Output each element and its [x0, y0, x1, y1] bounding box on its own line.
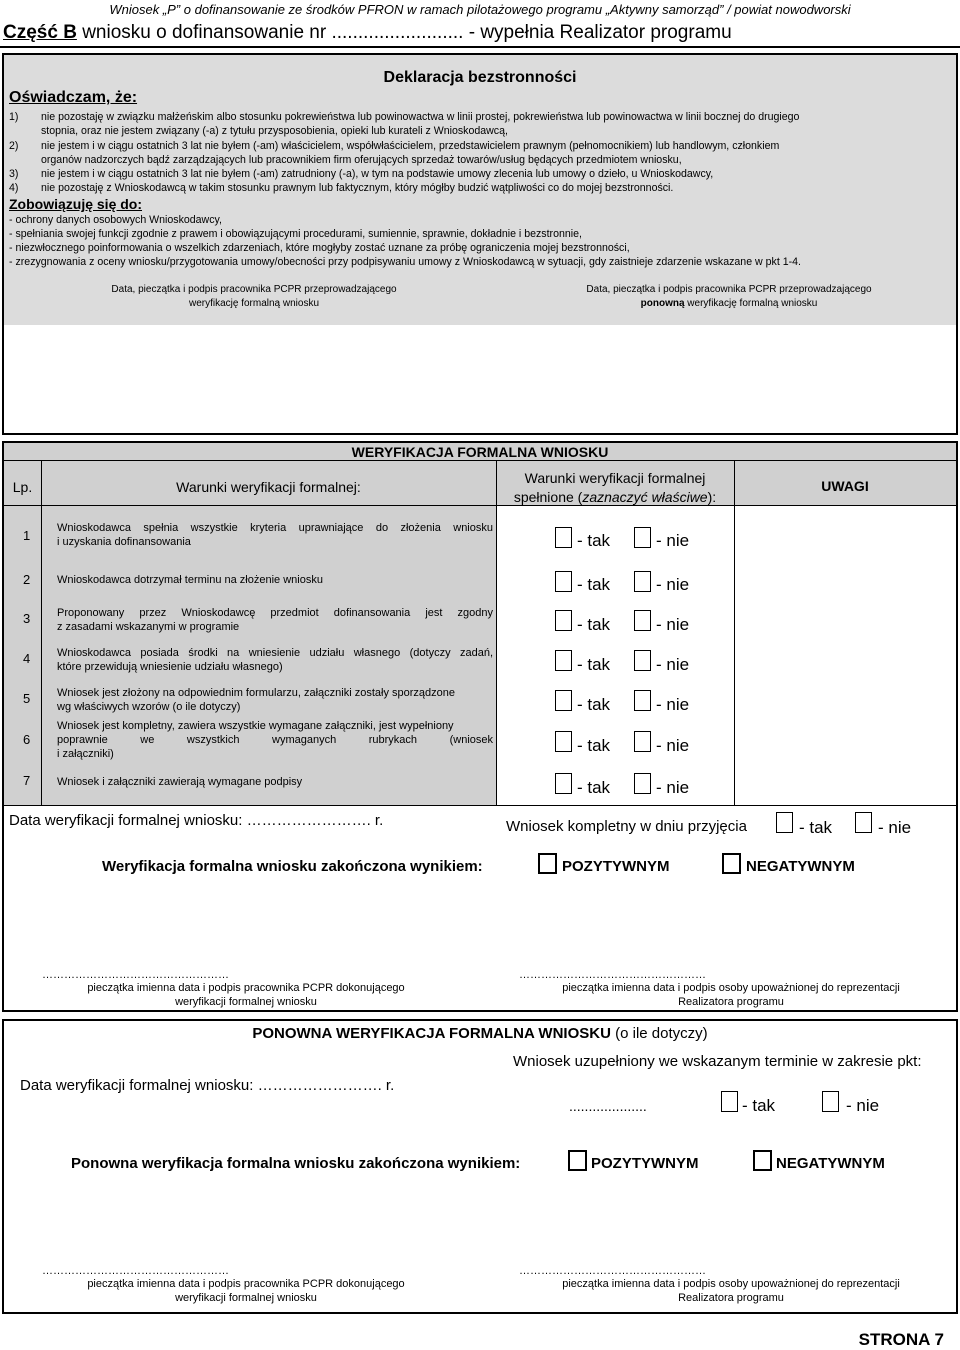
item-number: 1)	[9, 111, 19, 123]
obligation-item: - niezwłocznego poinformowania o wszelkich zdarzeniach, które mogłyby zostać uznane za próbę ograniczenia mojej bezstronności,	[9, 242, 630, 254]
no-checkbox[interactable]	[634, 650, 651, 671]
condition-text: Wnioskodawca posiada środki na wniesienie udziału własnego (dotyczy zadań,	[57, 647, 493, 659]
condition-text: Proponowany przez Wnioskodawcę przedmiot dofinansowania jest zgodny	[57, 607, 493, 619]
scope-dots: ....................	[569, 1098, 647, 1114]
statement-heading: Oświadczam, że:	[9, 89, 138, 106]
no-label: - nie	[656, 615, 690, 634]
part-label: Część B	[3, 22, 77, 43]
row-number: 2	[23, 572, 31, 587]
re-result-label: Ponowna weryfikacja formalna wniosku zakończona wynikiem:	[71, 1155, 521, 1172]
no-label: - nie	[656, 778, 690, 797]
item-text: nie pozostaję w związku małżeńskim albo stosunku pokrewieństwa lub powinowactwa w linii prostej, pokrewieństwa lub powinowactwa w linii bocznej do drugiego	[41, 111, 800, 123]
condition-text: i uzyskania dofinansowania	[57, 536, 191, 548]
re-verification-title: PONOWNA WERYFIKACJA FORMALNA WNIOSKU (o ile dotyczy)	[252, 1025, 708, 1042]
re-verification-section	[2, 1019, 958, 1314]
no-label: - nie	[656, 736, 690, 755]
obligation-heading: Zobowiązuję się do:	[9, 196, 143, 212]
item-text: organów nadzorczych bądź zarządzających lub pracownikiem firm oferujących sprzedaż towarów/usług będących przedmiotem wniosku,	[41, 154, 682, 166]
page-number: STRONA 7	[858, 1330, 944, 1349]
signature-label-right: Data, pieczątka i podpis pracownika PCPR przeprowadzającego ponowną weryfikację formalną wniosku	[586, 284, 872, 309]
yes-checkbox[interactable]	[555, 690, 572, 711]
row-number: 3	[23, 611, 31, 626]
met-header: Warunki weryfikacji formalnej spełnione (zaznaczyć właściwe):	[513, 470, 717, 505]
condition-text: i załączniki)	[57, 748, 114, 760]
negative-checkbox[interactable]	[722, 853, 741, 874]
col-divider	[41, 460, 42, 805]
negative-label: NEGATYWNYM	[746, 858, 855, 875]
completed-yes-checkbox[interactable]	[721, 1091, 738, 1112]
re-positive-checkbox[interactable]	[568, 1150, 587, 1171]
completed-yes-label: - tak	[742, 1096, 776, 1115]
row-number: 7	[23, 773, 31, 788]
item-number: 2)	[9, 140, 19, 152]
signature-dots: ……………………………………………	[519, 969, 706, 981]
signature-label-left: Data, pieczątka i podpis pracownika PCPR przeprowadzającego weryfikację formalną wniosku	[111, 284, 397, 309]
item-number: 3)	[9, 168, 19, 180]
document-header: Wniosek „P” o dofinansowanie ze środków PFRON w ramach pilotażowego programu „Aktywny samorząd” / powiat nowodworski	[109, 2, 851, 17]
stamp-label-left: pieczątka imienna data i podpis pracownika PCPR dokonującego weryfikacji formalnej wniosku	[87, 1278, 405, 1304]
obligation-item: - ochrony danych osobowych Wnioskodawcy,	[9, 214, 222, 226]
verification-date: Data weryfikacji formalnej wniosku: ……………………. r.	[9, 812, 384, 829]
stamp-label-right: pieczątka imienna data i podpis osoby upoważnionej do reprezentacji Realizatora programu	[562, 1278, 900, 1304]
re-negative-label: NEGATYWNYM	[776, 1155, 885, 1172]
yes-label: - tak	[577, 778, 611, 797]
complete-yes-checkbox[interactable]	[776, 812, 793, 833]
declaration-title: Deklaracja bezstronności	[383, 69, 577, 86]
condition-text: wg właściwych wzorów (o ile dotyczy)	[57, 701, 241, 713]
no-checkbox[interactable]	[634, 690, 651, 711]
positive-label: POZYTYWNYM	[562, 858, 670, 875]
col-divider	[734, 460, 735, 805]
no-checkbox[interactable]	[634, 527, 651, 548]
obligation-item: - spełniania swojej funkcji zgodnie z prawem i obowiązującymi procedurami, sumiennie, sprawnie, dokładnie i bezstronnie,	[9, 228, 582, 240]
condition-text: Wnioskodawca spełnia wszystkie kryteria uprawniające do złożenia wniosku	[57, 522, 493, 534]
stamp-label-right: pieczątka imienna data i podpis osoby upoważnionej do reprezentacji Realizatora programu	[562, 982, 900, 1008]
condition-text: Wniosek jest złożony na odpowiednim formularzu, załączniki zostały sporządzone	[57, 687, 456, 699]
item-text: stopnia, oraz nie jestem związany (-a) z tytułu przysposobienia, opieki lub kurateli z Wnioskodawcą,	[41, 125, 508, 137]
positive-checkbox[interactable]	[538, 853, 557, 874]
notes-header: UWAGI	[821, 478, 869, 494]
no-label: - nie	[656, 655, 690, 674]
re-positive-label: POZYTYWNYM	[591, 1155, 699, 1172]
row-number: 5	[23, 691, 31, 706]
yes-checkbox[interactable]	[555, 731, 572, 752]
row-number: 1	[23, 528, 31, 543]
condition-text: Wnioskodawca dotrzymał terminu na złożenie wniosku	[57, 574, 323, 586]
re-verification-date: Data weryfikacji formalnej wniosku: ……………………. r.	[20, 1077, 395, 1094]
divider	[0, 46, 960, 48]
yes-checkbox[interactable]	[555, 650, 572, 671]
complete-no-checkbox[interactable]	[855, 812, 872, 833]
no-checkbox[interactable]	[634, 731, 651, 752]
lp-header: Lp.	[12, 479, 33, 495]
yes-label: - tak	[577, 575, 611, 594]
result-label: Weryfikacja formalna wniosku zakończona wynikiem:	[102, 858, 483, 875]
yes-label: - tak	[577, 695, 611, 714]
no-label: - nie	[656, 531, 690, 550]
no-label: - nie	[656, 695, 690, 714]
part-rest: wniosku o dofinansowanie nr ......................... - wypełnia Realizator programu	[76, 22, 732, 43]
yes-checkbox[interactable]	[555, 610, 572, 631]
completed-no-label: - nie	[846, 1096, 880, 1115]
completed-scope-label: Wniosek uzupełniony we wskazanym terminie w zakresie pkt:	[513, 1053, 922, 1070]
item-number: 4)	[9, 182, 19, 194]
no-checkbox[interactable]	[634, 773, 651, 794]
yes-checkbox[interactable]	[555, 527, 572, 548]
part-title	[3, 22, 732, 44]
item-text: nie pozostaję z Wnioskodawcą w takim stosunku prawnym lub faktycznym, który mógłby budzić wątpliwości co do mojej bezstronności.	[41, 182, 674, 194]
stamp-label-left: pieczątka imienna data i podpis pracownika PCPR dokonującego weryfikacji formalnej wniosku	[87, 982, 405, 1008]
signature-dots: ……………………………………………	[519, 1265, 706, 1277]
no-checkbox[interactable]	[634, 571, 651, 592]
yes-label: - tak	[577, 615, 611, 634]
yes-label: - tak	[577, 736, 611, 755]
declaration-section	[2, 53, 958, 435]
yes-label: - tak	[577, 531, 611, 550]
yes-checkbox[interactable]	[555, 773, 572, 794]
row-number: 4	[23, 651, 31, 666]
item-text: nie jestem i w ciągu ostatnich 3 lat nie byłem (-am) właścicielem, współwłaścicielem, przedstawicielem prawnym (pełnomocnikiem) lub handlowym, członkiem	[41, 140, 780, 152]
complete-on-receipt-label: Wniosek kompletny w dniu przyjęcia	[506, 818, 747, 835]
table-bottom-rule	[4, 805, 956, 806]
completed-no-checkbox[interactable]	[822, 1091, 839, 1112]
header-rule	[4, 505, 956, 506]
condition-text: z zasadami wskazanymi w programie	[57, 621, 240, 633]
yes-label: - tak	[577, 655, 611, 674]
re-negative-checkbox[interactable]	[753, 1150, 772, 1171]
conditions-header: Warunki weryfikacji formalnej:	[176, 479, 361, 495]
verification-section	[2, 441, 958, 1012]
verification-title: WERYFIKACJA FORMALNA WNIOSKU	[351, 444, 609, 460]
signature-dots: ……………………………………………	[42, 969, 229, 981]
title-rule	[4, 460, 956, 461]
condition-text: Wniosek jest kompletny, zawiera wszystkie wymagane załączniki, jest wypełniony	[57, 720, 454, 732]
complete-no-label: - nie	[878, 818, 912, 837]
condition-text: poprawnie we wszystkich wymaganych rubrykach (wniosek	[57, 734, 493, 746]
yes-checkbox[interactable]	[555, 571, 572, 592]
obligation-item: - zrezygnowania z oceny wniosku/przygotowania umowy/obecności przy podpisywaniu umowy z Wnioskodawcą w sytuacji, gdy zaistnieje zdarzenie wskazane w pkt 1-4.	[9, 256, 801, 268]
signature-dots: ……………………………………………	[42, 1265, 229, 1277]
complete-yes-label: - tak	[799, 818, 833, 837]
no-label: - nie	[656, 575, 690, 594]
condition-text: Wniosek i załączniki zawierają wymagane podpisy	[57, 776, 303, 788]
item-text: nie jestem i w ciągu ostatnich 3 lat nie byłem (-am) zatrudniony (-a), w tym na podstawie umowy zlecenia lub umowy o dzieło, u Wnioskodawcy,	[41, 168, 714, 180]
condition-text: które przewidują wniesienie udziału własnego)	[57, 661, 283, 673]
col-divider	[496, 460, 497, 805]
no-checkbox[interactable]	[634, 610, 651, 631]
row-number: 6	[23, 732, 31, 747]
